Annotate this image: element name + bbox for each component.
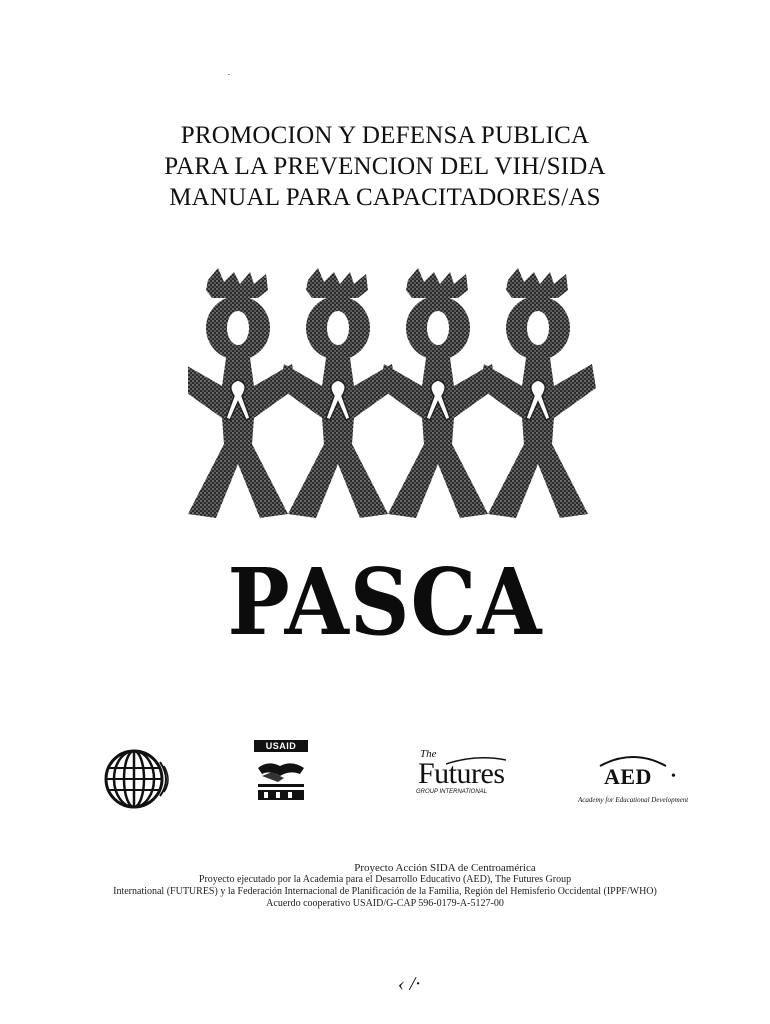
aed-subtitle: Academy for Educational Development <box>578 796 689 804</box>
futures-subtitle: GROUP INTERNATIONAL <box>416 789 488 795</box>
credits-line-4: Acuerdo cooperativo USAID/G-CAP 596-0179-A-5127-00 <box>266 898 504 909</box>
title-line-3: MANUAL PARA CAPACITADORES/AS <box>169 184 601 211</box>
credits-line-2: Proyecto ejecutado por la Academia para el Desarrollo Educativo (AED), The Futures Group <box>198 874 572 885</box>
futures-the: The <box>420 748 437 760</box>
swoosh-icon <box>446 756 506 766</box>
pasca-wordmark: PASCA <box>227 548 543 656</box>
aed-name: AED <box>604 764 652 789</box>
pasca-figures-emblem <box>188 268 608 538</box>
credits-block <box>0 862 770 910</box>
globe-icon <box>102 748 174 810</box>
handshake-icon <box>254 754 308 802</box>
bullet-icon: • <box>671 769 676 784</box>
scan-speck <box>228 74 230 75</box>
document-title <box>0 120 770 213</box>
title-line-2: PARA LA PREVENCION DEL VIH/SIDA <box>164 153 606 180</box>
dancing-figure <box>188 268 296 518</box>
aed-logo <box>578 752 702 810</box>
credits-line-3: International (FUTURES) y la Federación Internacional de Planificación de la Familia, Región del Hemisferio Occidental (IPPF/WHO) <box>113 886 657 897</box>
page-number: ‹ /· <box>398 973 421 995</box>
futures-name: Futures <box>418 757 505 790</box>
futures-group-logo <box>416 748 512 800</box>
usaid-label: USAID <box>254 740 308 752</box>
credits-line-1: Proyecto Acción SIDA de Centroamérica <box>354 862 536 874</box>
usaid-logo <box>254 740 308 802</box>
title-line-1: PROMOCION Y DEFENSA PUBLICA <box>180 122 590 149</box>
